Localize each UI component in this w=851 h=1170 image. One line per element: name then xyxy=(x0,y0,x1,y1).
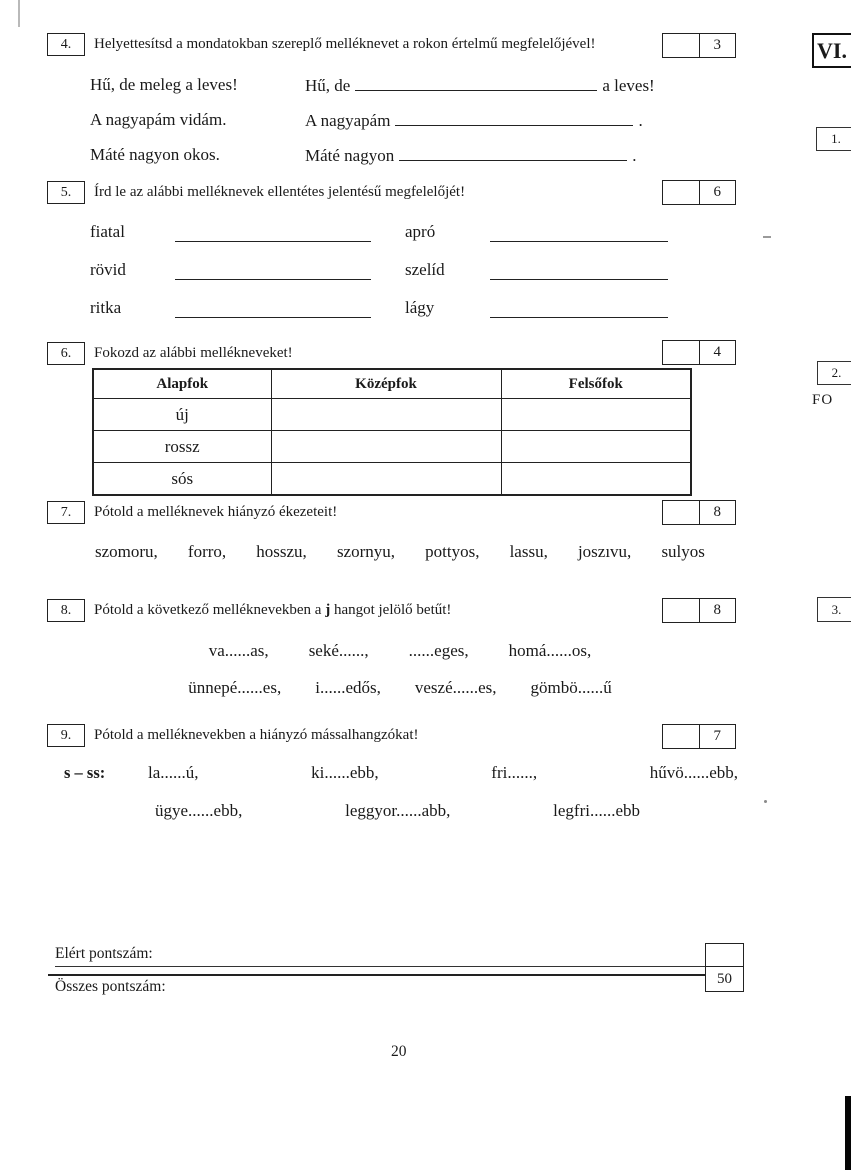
footer-separator-line xyxy=(48,974,705,976)
task5-right-blank-3 xyxy=(490,317,668,318)
task5-number-badge xyxy=(47,181,85,204)
margin-marker-2 xyxy=(817,361,851,385)
task4-score-value: 3 xyxy=(713,37,721,53)
task9-word-row-1 xyxy=(148,763,738,783)
table-word-2: rossz xyxy=(93,431,271,463)
achieved-score-label: Elért pontszám: xyxy=(55,945,153,962)
task7-word: szomoru, xyxy=(95,542,158,561)
task7-word: joszıvu, xyxy=(577,542,632,561)
task4-row1-right xyxy=(305,75,655,96)
task7-score-empty-cell xyxy=(663,501,700,524)
task4-row2-post: . xyxy=(638,111,643,130)
task5-score-empty-cell xyxy=(663,181,700,204)
task7-score-value: 8 xyxy=(713,504,721,520)
section-roman-box xyxy=(812,33,851,68)
task4-row3-pre: Máté nagyon xyxy=(305,146,395,165)
task9-score-value: 7 xyxy=(713,728,721,744)
task9-prefix: s – ss: xyxy=(64,763,106,782)
task8-word: ......eges, xyxy=(408,641,469,660)
table-empty-cell xyxy=(271,431,501,463)
task5-right-word-1: apró xyxy=(405,222,436,241)
task6-number-badge xyxy=(47,342,85,365)
task9-number: 9. xyxy=(60,727,72,743)
table-word-1: új xyxy=(93,399,271,431)
task7-word-row xyxy=(95,542,705,562)
task5-left-blank-2 xyxy=(175,279,371,280)
task9-score-box xyxy=(662,724,736,749)
task4-row3-post: . xyxy=(632,146,637,165)
task7-score-box xyxy=(662,500,736,525)
task6-score-empty-cell xyxy=(663,341,700,364)
task9-title: Pótold a melléknevekben a hiányzó mássalhangzókat! xyxy=(94,727,419,743)
table-empty-cell xyxy=(501,431,691,463)
task8-score-empty-cell xyxy=(663,599,700,622)
task8-word: ünnepé......es, xyxy=(188,678,282,697)
task6-score-box xyxy=(662,340,736,365)
task4-number: 4. xyxy=(60,36,72,52)
task4-score-box xyxy=(662,33,736,58)
table-empty-cell xyxy=(501,463,691,496)
footer-score-total-cell: 50 xyxy=(717,970,732,987)
task8-number-badge xyxy=(47,599,85,622)
task4-row2-right xyxy=(305,110,643,131)
task4-row1-left: Hű, de meleg a leves! xyxy=(90,75,238,94)
margin-marker-1-label: 1. xyxy=(831,131,841,146)
footer-score-empty-cell xyxy=(706,944,743,967)
task7-number-badge xyxy=(47,501,85,524)
task5-left-blank-3 xyxy=(175,317,371,318)
table-empty-cell xyxy=(271,399,501,431)
task5-right-blank-2 xyxy=(490,279,668,280)
task5-right-word-2: szelíd xyxy=(405,260,445,279)
task6-score-value: 4 xyxy=(713,344,721,360)
task5-score-box xyxy=(662,180,736,205)
task7-word: pottyos, xyxy=(425,542,480,561)
task4-row3-left: Máté nagyon okos. xyxy=(90,145,220,164)
task5-header xyxy=(47,181,465,204)
task8-word: i......edős, xyxy=(315,678,381,697)
task9-header xyxy=(47,724,418,747)
table-header-kozepfok: Középfok xyxy=(271,369,501,399)
task4-row2-left: A nagyapám vidám. xyxy=(90,110,227,129)
task8-word-row-2 xyxy=(60,678,740,698)
table-header-felsofok: Felsőfok xyxy=(501,369,691,399)
margin-marker-3 xyxy=(817,597,851,622)
task5-left-word-3: ritka xyxy=(90,298,122,317)
margin-marker-1 xyxy=(816,127,851,151)
task4-row3-blank xyxy=(399,145,627,161)
task4-score-empty-cell xyxy=(663,34,700,57)
task5-left-blank-1 xyxy=(175,241,371,242)
scan-artifact-line xyxy=(18,0,20,27)
table-empty-cell xyxy=(501,399,691,431)
task6-header xyxy=(47,342,293,365)
task5-left-word-1: fiatal xyxy=(90,222,125,241)
table-word-3: sós xyxy=(93,463,271,496)
task5-right-word-3: lágy xyxy=(405,298,435,317)
task7-title: Pótold a melléknevek hiányzó ékezeteit! xyxy=(94,504,338,520)
task4-title: Helyettesítsd a mondatokban szereplő melléknevet a rokon értelmű megfelelőjével! xyxy=(94,36,596,52)
task5-score-value: 6 xyxy=(713,184,721,200)
task9-word: la......ú, xyxy=(148,763,199,782)
task4-number-badge xyxy=(47,33,85,56)
margin-marker-3-label: 3. xyxy=(831,601,842,617)
task9-word: legfri......ebb xyxy=(553,801,640,820)
task5-left-word-2: rövid xyxy=(90,260,126,279)
task7-word: szornyu, xyxy=(336,542,396,561)
task4-row1-post: a leves! xyxy=(602,76,655,95)
task7-word: forro, xyxy=(187,542,227,561)
task9-word-row-2 xyxy=(155,801,640,821)
task7-number: 7. xyxy=(60,504,72,520)
task4-row1-blank xyxy=(355,75,597,91)
task4-header xyxy=(47,33,595,56)
table-empty-cell xyxy=(271,463,501,496)
task5-title: Írd le az alábbi melléknevek ellentétes jelentésű megfelelőjét! xyxy=(94,184,466,200)
task8-score-value: 8 xyxy=(713,602,721,618)
task7-word: lassu, xyxy=(509,542,548,561)
task9-word: hűvö......ebb, xyxy=(649,763,738,782)
task9-word: leggyor......abb, xyxy=(345,801,451,820)
scan-artifact-dot xyxy=(764,800,767,803)
task8-title-bold-letter: j xyxy=(325,602,331,618)
task9-number-badge xyxy=(47,724,85,747)
achieved-score-line xyxy=(55,966,705,967)
task8-title xyxy=(94,602,451,619)
task8-header xyxy=(47,599,451,622)
comparison-table xyxy=(92,368,692,496)
task9-score-empty-cell xyxy=(663,725,700,748)
task8-word: gömbö......ű xyxy=(530,678,612,697)
margin-marker-2-label: 2. xyxy=(831,365,842,380)
table-header-alapfok: Alapfok xyxy=(93,369,271,399)
task4-row1-pre: Hű, de xyxy=(305,76,351,95)
task9-word: fri......, xyxy=(491,763,538,782)
total-score-label: Összes pontszám: xyxy=(55,978,166,995)
task5-number: 5. xyxy=(60,184,72,200)
task9-word: ki......ebb, xyxy=(311,763,379,782)
task8-word: seké......, xyxy=(308,641,369,660)
task8-word: homá......os, xyxy=(508,641,592,660)
task5-right-blank-1 xyxy=(490,241,668,242)
task9-word: ügye......ebb, xyxy=(155,801,243,820)
task7-header xyxy=(47,501,337,524)
task8-score-box xyxy=(662,598,736,623)
task8-number: 8. xyxy=(60,602,72,618)
task4-row2-pre: A nagyapám xyxy=(305,111,391,130)
margin-side-text: FO xyxy=(812,392,834,408)
task7-word: hosszu, xyxy=(256,542,307,561)
task8-title-post: hangot jelölő betűt! xyxy=(330,602,452,618)
task8-title-pre: Pótold a következő melléknevekben a xyxy=(94,602,326,618)
task7-word: sulyos xyxy=(661,542,705,561)
task4-row2-blank xyxy=(395,110,633,126)
page-number: 20 xyxy=(391,1043,407,1060)
task4-row3-right xyxy=(305,145,636,166)
task6-number: 6. xyxy=(60,345,72,361)
binding-mark xyxy=(845,1096,851,1170)
task8-word: va......as, xyxy=(208,641,269,660)
section-roman-label: VI. xyxy=(817,37,847,63)
task8-word-row-1 xyxy=(60,641,740,661)
scan-artifact-dash xyxy=(763,236,771,238)
footer-score-box xyxy=(705,943,744,992)
task8-word: veszé......es, xyxy=(414,678,497,697)
task6-title: Fokozd az alábbi mellékneveket! xyxy=(94,345,293,361)
